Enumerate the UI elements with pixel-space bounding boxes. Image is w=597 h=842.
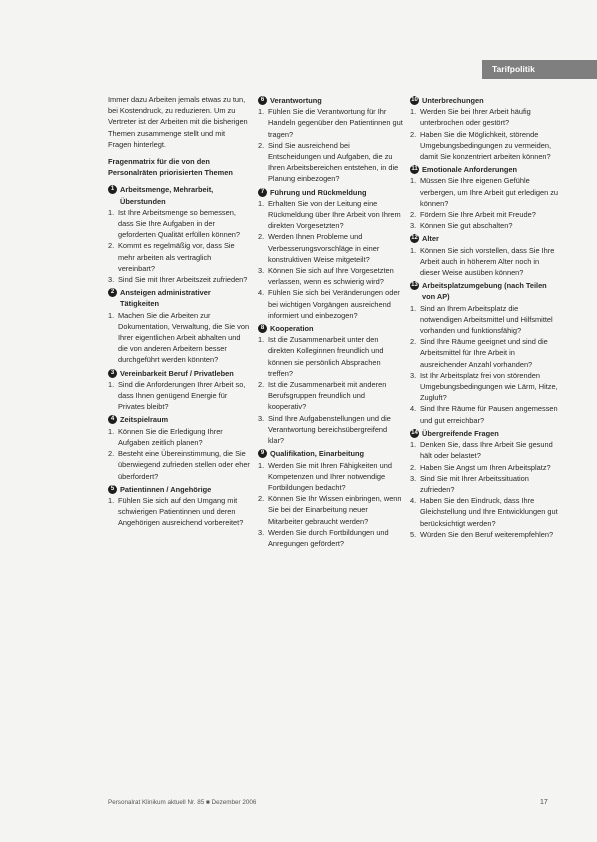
section-number-badge: 12 [411, 235, 418, 242]
section-title: Arbeitsmenge, Mehrarbeit, Überstunden [120, 185, 214, 206]
section-heading [108, 287, 250, 309]
section-number-badge: 1 [108, 185, 117, 194]
question-number: 2. [258, 140, 265, 150]
question-item [108, 426, 250, 448]
question-item [410, 106, 560, 128]
question-item [258, 413, 404, 447]
section-number-badge: 3 [108, 369, 117, 378]
section-heading [108, 184, 250, 206]
question-number: 1. [410, 245, 417, 255]
question-item [410, 175, 560, 209]
intro-text: Immer dazu Arbeiten jemals etwas zu tun, bei Kostendruck, zu reduzieren. Um zu Vertreter ist der Arbeiten mit die bisherigen Themen zusammenge stellt und mit Fragen hinterlegt. [108, 95, 248, 149]
section-12 [410, 233, 560, 278]
question-number: 3. [258, 266, 265, 276]
question-text: Haben Sie den Eindruck, dass Ihre Gleichstellung und Ihre Entwicklungen gut berücksichtigt werden? [420, 496, 558, 528]
section-heading [258, 95, 404, 106]
question-text: Können Sie Ihr Wissen einbringen, wenn Sie bei der Einarbeitung neuer Mitarbeiter gebraucht werden? [268, 494, 402, 526]
question-text: Können Sie gut abschalten? [420, 221, 513, 231]
question-text: Können Sie sich auf Ihre Vorgesetzten verlassen, wenn es schwierig wird? [268, 266, 394, 287]
section-title: Vereinbarkeit Beruf / Privatleben [120, 368, 234, 378]
section-number-badge: 6 [258, 96, 267, 105]
question-text: Werden Ihnen Probleme und Verbesserungsvorschläge in einer konstruktiven Weise mitgeteilt? [268, 232, 380, 264]
question-number: 3. [108, 275, 115, 285]
section-13 [410, 280, 560, 426]
section-number-badge: 8 [258, 324, 267, 333]
section-title: Ansteigen administrativer Tätigkeiten [120, 288, 211, 309]
question-number: 1. [410, 440, 417, 450]
question-number: 1. [108, 310, 115, 320]
section-title: Unterbrechungen [422, 96, 484, 105]
question-number: 1. [258, 107, 265, 117]
section-7 [258, 187, 404, 321]
question-item [410, 473, 560, 495]
question-item [410, 245, 560, 279]
question-text: Besteht eine Übereinstimmung, die Sie überwiegend zufrieden stellen oder eher überfordert? [118, 449, 250, 481]
question-item [108, 240, 250, 274]
question-number: 4. [410, 404, 417, 414]
footer-text: Personalrat Klinikum aktuell Nr. 85 ■ Dezember 2006 [108, 799, 257, 806]
section-title: Verantwortung [270, 96, 322, 105]
section-heading [108, 484, 250, 495]
section-title: Alter [422, 234, 439, 244]
section-11 [410, 164, 560, 231]
question-text: Fühlen Sie die Verantwortung für Ihr Handeln gegenüber den Patientinnen gut tragen? [268, 107, 403, 139]
section-number-badge: 4 [108, 415, 117, 424]
section-number-badge: 7 [258, 188, 267, 197]
question-number: 2. [410, 210, 417, 220]
question-number: 1. [258, 335, 265, 345]
section-title: Emotionale Anforderungen [422, 165, 517, 175]
question-text: Werden Sie mit Ihren Fähigkeiten und Kompetenzen und Ihrer notwendige Fortbildungen bedacht? [268, 460, 392, 492]
question-item [108, 310, 250, 366]
section-heading [258, 187, 404, 198]
question-item [410, 336, 560, 370]
question-number: 1. [108, 207, 115, 217]
question-item [258, 527, 404, 549]
question-text: Können Sie die Erledigung Ihrer Aufgaben zeitlich planen? [118, 426, 223, 447]
section-8 [258, 323, 404, 446]
section-5 [108, 484, 250, 529]
section-number-badge: 10 [411, 97, 418, 103]
question-number: 3. [410, 221, 417, 231]
section-tab: Tarifpolitik [482, 60, 597, 79]
question-text: Sind Ihre Räume für Pausen angemessen und gut erreichbar? [420, 404, 558, 425]
question-item [410, 220, 560, 231]
question-text: Würden Sie den Beruf weiterempfehlen? [420, 529, 554, 539]
question-item [410, 529, 560, 540]
section-number-badge: 11 [411, 166, 418, 173]
column-2 [258, 94, 404, 551]
question-text: Sind Ihre Räume geeignet und sind die Arbeitsmittel für Ihre Arbeit in ausreichender Anzahl vorhanden? [420, 337, 548, 369]
question-text: Werden Sie durch Fortbildungen und Anregungen gefördert? [268, 527, 389, 548]
question-number: 2. [410, 129, 417, 139]
question-number: 3. [258, 413, 265, 423]
question-item [410, 462, 560, 473]
question-text: Ist die Zusammenarbeit mit anderen Berufsgruppen freundlich und kooperativ? [268, 380, 387, 412]
section-title: Zeitspielraum [120, 415, 169, 425]
question-item [410, 303, 560, 337]
section-heading [410, 428, 560, 439]
column-1-sections [108, 184, 250, 528]
question-item [108, 207, 250, 241]
question-text: Sind Sie mit Ihrer Arbeitssituation zufrieden? [420, 473, 529, 494]
question-number: 3. [410, 370, 417, 380]
question-text: Ist Ihre Arbeitsmenge so bemessen, dass Sie Ihre Aufgaben in der geforderten Qualität erfüllen können? [118, 207, 241, 240]
question-item [258, 198, 404, 232]
question-text: Müssen Sie Ihre eigenen Gefühle verbergen, um Ihre Arbeit gut erledigen zu können? [420, 176, 559, 208]
question-number: 4. [410, 496, 417, 506]
question-item [108, 448, 250, 482]
question-text: Sind Ihre Aufgabenstellungen und die Verantwortung bereichsübergreifend klar? [268, 413, 391, 446]
question-item [108, 495, 250, 529]
question-text: Werden Sie bei Ihrer Arbeit häufig unterbrochen oder gestört? [420, 107, 531, 128]
question-number: 1. [410, 107, 417, 117]
question-text: Fördern Sie Ihre Arbeit mit Freude? [420, 210, 536, 220]
section-number-badge: 13 [411, 282, 418, 289]
question-text: Können Sie sich vorstellen, dass Sie Ihre Arbeit auch in höherem Alter noch in dieser Weise ausüben können? [420, 245, 555, 278]
question-number: 1. [108, 426, 115, 436]
question-item [410, 495, 560, 529]
question-number: 2. [108, 449, 115, 459]
question-text: Erhalten Sie von der Leitung eine Rückmeldung über Ihre Arbeit von Ihrem direkten Vorgesetzten? [268, 198, 401, 231]
question-number: 2. [258, 232, 265, 242]
section-14 [410, 428, 560, 540]
page-number: 17 [540, 799, 548, 806]
question-number: 2. [108, 241, 115, 251]
question-item [258, 106, 404, 140]
question-text: Sind die Anforderungen Ihrer Arbeit so, dass Ihnen genügend Energie für Privates bleibt? [118, 379, 246, 412]
section-title: Arbeitsplatzumgebung (nach Teilen von AP) [422, 281, 547, 302]
section-title: Kooperation [270, 324, 314, 334]
section-heading [108, 368, 250, 379]
question-item [108, 379, 250, 413]
section-3 [108, 368, 250, 413]
question-number: 3. [410, 473, 417, 483]
question-text: Ist Ihr Arbeitsplatz frei von störenden Umgebungsbedingungen wie Lärm, Hitze, Zugluft? [420, 370, 558, 403]
question-number: 3. [258, 527, 265, 537]
question-item [410, 129, 560, 163]
column-3 [410, 94, 560, 542]
question-item [258, 334, 404, 379]
question-number: 2. [258, 380, 265, 390]
question-item [108, 274, 250, 285]
question-number: 2. [410, 462, 417, 472]
question-number: 2. [258, 494, 265, 504]
question-number: 1. [108, 379, 115, 389]
question-text: Sind an Ihrem Arbeitsplatz die notwendigen Arbeitsmittel und Hilfsmittel vorhanden und funktionsfähig? [420, 303, 553, 336]
section-6 [258, 95, 404, 185]
question-item [410, 403, 560, 425]
question-number: 5. [410, 529, 417, 539]
section-9 [258, 448, 404, 549]
question-number: 1. [410, 176, 417, 186]
section-number-badge: 5 [108, 485, 117, 494]
section-1 [108, 184, 250, 285]
question-text: Machen Sie die Arbeiten zur Dokumentation, Verwaltung, die Sie von Ihrer eigentlichen Arbeit abhalten und die von anderen Arbeitern besser durchgeführt werden könnten? [118, 310, 250, 365]
question-item [410, 209, 560, 220]
question-text: Sind Sie ausreichend bei Entscheidungen und Aufgaben, die zu Ihren Arbeitsbereichen entstehen, in die Planung einbezogen? [268, 140, 399, 184]
section-number-badge: 14 [411, 429, 418, 436]
question-item [258, 379, 404, 413]
column-1 [108, 94, 250, 531]
question-text: Haben Sie Angst um Ihren Arbeitsplatz? [420, 462, 551, 472]
section-heading [258, 448, 404, 459]
section-title: Patientinnen / Angehörige [120, 484, 212, 494]
question-item [258, 231, 404, 265]
matrix-subhead: Fragenmatrix für die von den Personalräten priorisierten Themen [108, 157, 233, 178]
section-2 [108, 287, 250, 365]
question-number: 2. [410, 337, 417, 347]
question-item [258, 460, 404, 494]
section-number-badge: 9 [258, 449, 267, 458]
section-title: Führung und Rückmeldung [270, 187, 367, 197]
question-number: 1. [258, 460, 265, 470]
question-item [410, 439, 560, 461]
section-number-badge: 2 [108, 288, 117, 297]
section-title: Qualifikation, Einarbeitung [270, 449, 365, 459]
section-heading [410, 233, 560, 244]
section-4 [108, 414, 250, 481]
question-item [258, 140, 404, 185]
question-text: Sind Sie mit Ihrer Arbeitszeit zufrieden? [118, 275, 248, 285]
section-heading [410, 280, 560, 302]
question-number: 1. [410, 303, 417, 313]
question-text: Denken Sie, dass Ihre Arbeit Sie gesund hält oder belastet? [420, 440, 553, 461]
section-heading [258, 323, 404, 334]
question-text: Kommt es regelmäßig vor, dass Sie mehr arbeiten als vertraglich vereinbart? [118, 241, 235, 273]
question-number: 1. [258, 198, 265, 208]
question-text: Fühlen Sie sich auf den Umgang mit schwierigen Patientinnen und deren Angehörigen ausreichend vorbereitet? [118, 495, 244, 528]
question-number: 1. [108, 495, 115, 505]
question-item [258, 493, 404, 527]
question-item [258, 265, 404, 287]
section-heading [108, 414, 250, 425]
question-text: Haben Sie die Möglichkeit, störende Umgebungsbedingungen zu vermeiden, damit Sie konzentriert arbeiten können? [420, 129, 552, 162]
question-text: Ist die Zusammenarbeit unter den direkten Kolleginnen freundlich und können sie persönlich Absprachen treffen? [268, 335, 384, 378]
question-number: 4. [258, 288, 265, 298]
section-title: Übergreifende Fragen [422, 428, 499, 438]
question-text: Fühlen Sie sich bei Veränderungen oder bei wichtigen Vorgängen ausreichend informiert und einbezogen? [268, 288, 400, 320]
section-heading [410, 164, 560, 175]
section-10 [410, 95, 560, 162]
question-item [258, 287, 404, 321]
section-heading [410, 95, 560, 106]
question-item [410, 370, 560, 404]
